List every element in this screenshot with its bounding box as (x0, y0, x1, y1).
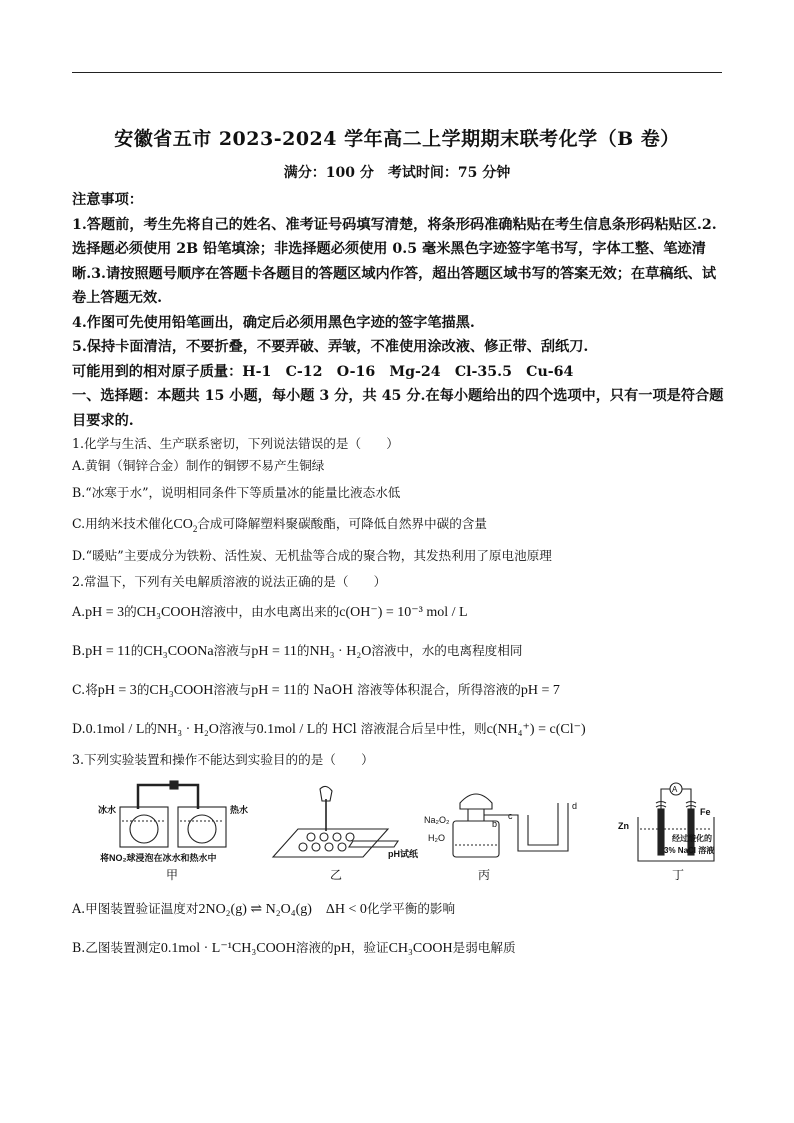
tube-c-label: c (508, 811, 513, 821)
q2-option-b: B.pH = 11的CH₃COONa溶液与pH = 11的NH₃ · H₂O溶液中，水的电离程度相同 (72, 643, 523, 659)
notice-item-4: 4.作图可先使用铅笔画出，确定后必须用黑色字迹的签字笔描黑. (72, 314, 475, 331)
exam-info: 满分：100 分 考试时间：75 分钟 (283, 165, 511, 181)
q3-stem: 3.下列实验装置和操作不能达到实验目的的是（ ） (72, 752, 374, 767)
q1-option-a: A.黄铜（铜锌合金）制作的铜锣不易产生铜绿 (72, 458, 325, 473)
ammeter-label: A (672, 785, 678, 794)
figure-yi-label: 乙 (330, 868, 343, 882)
ph-paper-label: pH试纸 (388, 849, 418, 859)
q3-option-a: A.甲图装置验证温度对2NO₂(g) ⇌ N₂O₄(g) ΔH < 0化学平衡的影响 (72, 901, 456, 917)
valve-b-label: b (492, 819, 498, 829)
header-rule (72, 72, 722, 73)
q2-option-d: D.0.1mol / L的NH₃ · H₂O溶液与0.1mol / L的 HCl 溶液混合后呈中性，则c(NH₄⁺) = c(Cl⁻) (72, 721, 586, 737)
apparatus-diagram (98, 779, 718, 884)
page-title: 安徽省五市 2023-2024 学年高二上学期期末联考化学（B 卷） (114, 128, 680, 150)
solution-label-1: 经过酸化的 (672, 834, 712, 843)
zn-label: Zn (618, 821, 629, 831)
figure-bing-label: 丙 (478, 868, 491, 882)
tube-d-label: d (572, 801, 578, 811)
solution-label-2: 3% NaCl 溶液 (664, 846, 715, 855)
na2o2-label: Na₂O₂ (424, 815, 450, 825)
section-heading: 一、选择题：本题共 15 小题，每小题 3 分，共 45 分.在每小题给出的四个选项中，只有一项是符合题目要求的. (72, 388, 724, 429)
h2o-label: H₂O (428, 833, 445, 843)
q1-option-b: B.“冰寒于水”，说明相同条件下等质量冰的能量比液态水低 (72, 485, 401, 500)
q2-stem: 2.常温下，下列有关电解质溶液的说法正确的是（ ） (72, 574, 387, 589)
figure-ding-label: 丁 (672, 868, 685, 882)
notice-item-5: 5.保持卡面清洁，不要折叠，不要弄破、弄皱，不准使用涂改液、修正带、刮纸刀. (72, 339, 589, 355)
q3-figure (72, 779, 724, 884)
q2-option-c: C.将pH = 3的CH₃COOH溶液与pH = 11的 NaOH 溶液等体积混合，所得溶液的pH = 7 (72, 682, 560, 698)
apparatus-yi (273, 786, 419, 882)
apparatus-ding (618, 783, 714, 882)
q2-option-a: A.pH = 3的CH₃COOH溶液中，由水电离出来的c(OH⁻) = 10⁻³ mol / L (72, 604, 468, 620)
figure-jia-label: 甲 (166, 868, 179, 882)
apparatus-bing (424, 794, 577, 882)
fe-label: Fe (700, 807, 711, 817)
apparatus-jia (98, 781, 248, 882)
exam-content (72, 188, 724, 968)
q1-co2: $CO_2$ (173, 517, 198, 534)
q3-option-b: B.乙图装置测定0.1mol · L⁻¹CH₃COOH溶液的pH，验证CH₃COOH是弱电解质 (72, 940, 516, 956)
atomic-masses: 可能用到的相对原子质量：H-1 C-12 O-16 Mg-24 Cl-35.5 Cu-64 (72, 363, 574, 380)
notice-item-1: 1.答题前，考生先将自己的姓名、准考证号码填写清楚，将条形码准确粘贴在考生信息条形码粘贴区.2.选择题必须使用 2B 铅笔填涂；非选择题必须使用 0.5 毫米黑色字迹签字笔书写，字体工整、笔迹清晰.3.请按照题号顺序在答题卡各题目的答题区域内作答，超出答题区域书写的答案无效；在草稿纸、试卷上答题无效. (72, 216, 717, 306)
notice-heading: 注意事项： (72, 192, 143, 208)
jia-caption: 将NO₂球浸泡在冰水和热水中 (100, 853, 217, 863)
q1-stem: 1.化学与生活、生产联系密切，下列说法错误的是（ ） (72, 436, 399, 451)
hot-water-label: 热水 (230, 805, 249, 815)
q1-option-d: D.“暖贴”主要成分为铁粉、活性炭、无机盐等合成的聚合物，其发热利用了原电池原理 (72, 548, 552, 563)
ice-water-label: 冰水 (98, 805, 117, 815)
q1-option-c: C.用纳米技术催化$CO_2$合成可降解塑料聚碳酸酯，可降低自然界中碳的含量 (72, 516, 487, 534)
